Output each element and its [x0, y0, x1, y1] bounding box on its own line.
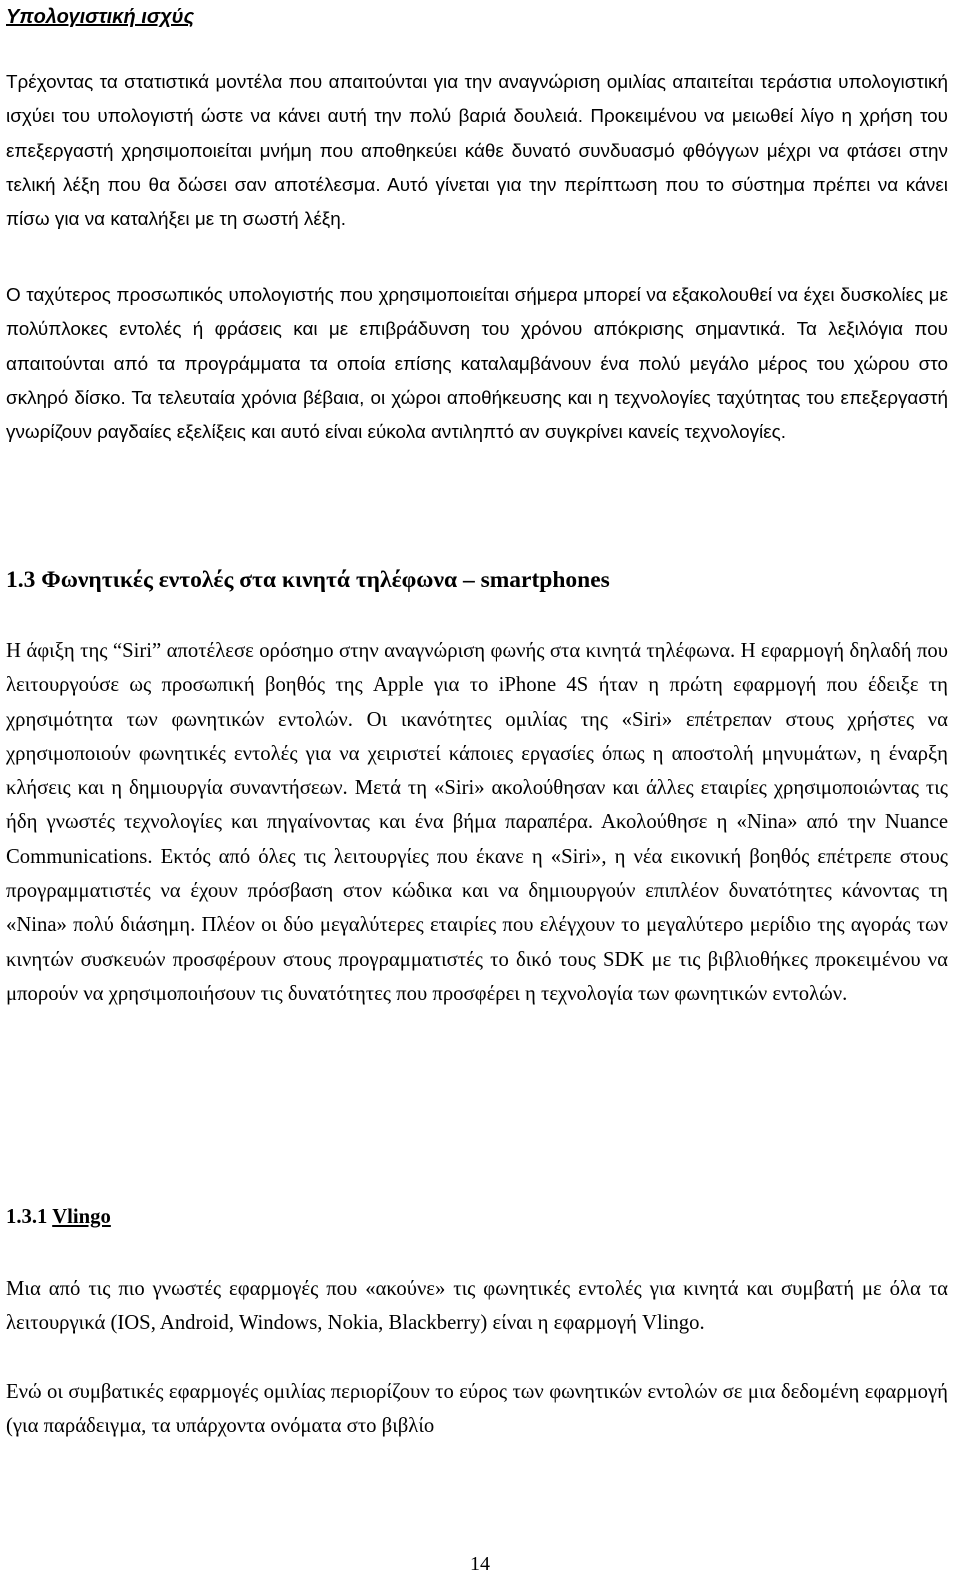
sentence: Προκειμένου να μειωθεί λίγο η χρήση του επεξεργαστή χρησιμοποιείται μνήμη που αποθηκεύει κάθε δυνατό συνδυασμό φθόγγων μέχρι να φτάσει στην τελική λέξη που θα δώσει σαν αποτέλεσμα. — [6, 106, 948, 196]
sentence: Οι ικανότητες ομιλίας της «Siri» επέτρεπαν στους χρήστες να χρησιμοποιούν φωνητικές εντολές για να χειριστεί κάποιες εργασίες όπως η αποστολή μηνυμάτων, η έναρξη κλήσεις και η δημιουργία συναντήσεων. — [6, 708, 949, 800]
sentence: Τα λεξιλόγια που απαιτούνται από τα προγράμματα τα οποία επίσης καταλαμβάνουν ένα πολύ μεγάλο μέρος του χώρου στο σκληρό δίσκο. — [6, 319, 948, 409]
sentence: Ο ταχύτερος προσωπικός υπολογιστής που χρησιμοποιείται σήμερα μπορεί να εξακολουθεί να έχει δυσκολίες με πολύπλοκες εντολές ή φράσεις και με επιβράδυνση του χρόνου απόκρισης σημαντικά. — [6, 285, 948, 341]
siri-paragraph — [6, 634, 948, 1011]
sentence: Εκτός από όλες τις λειτουργίες που έκανε η «Siri», η νέα εικονική βοηθός επέτρεπε στους προγραμματιστές να έχουν πρόσβαση στον κώδικα και να δημιουργούν επιπλέον δυνατότητες κάνοντας τη «Nina» πολύ διάσημη. — [6, 845, 949, 937]
sentence: Πλέον οι δύο μεγαλύτερες εταιρίες που ελέγχουν το μεγαλύτερο μερίδιο της αγοράς των κινητών συσκευών προσφέρουν στους προγραμματιστές το δικό τους SDK με τις βιβλιοθήκες προκειμένου να μπορούν να χρησιμοποιήσουν τις δυνατότητες που προσφέρει η τεχνολογία των φωνητικών εντολών. — [6, 914, 948, 1005]
sentence: Τρέχοντας τα στατιστικά μοντέλα που απαιτούνται για την αναγνώριση ομιλίας απαιτείται τεράστια υπολογιστική ισχύει του υπολογιστή ώστε να κάνει αυτή την πολύ βαριά δουλειά. — [6, 72, 948, 128]
heading-1-3-1 — [6, 1200, 948, 1234]
hardware-paragraph — [6, 279, 948, 450]
vlingo-paragraph-1: Μια από τις πιο γνωστές εφαρμογές που «ακούνε» τις φωνητικές εντολές για κινητά και συμβατή με όλα τα λειτουργικά (IOS, Android, Windows, Nokia, Blackberry) είναι η εφαρμογή Vlingo. — [6, 1278, 948, 1335]
sentence: Η άφιξη της “Siri” αποτέλεσε ορόσημο στην αναγνώριση φωνής στα κινητά τηλέφωνα. — [6, 640, 736, 662]
sentence: Ακολούθησε η «Nina» από την Nuance Communications. — [6, 811, 949, 868]
heading-1-3: 1.3 Φωνητικές εντολές στα κινητά τηλέφωνα – smartphones — [6, 567, 610, 593]
sentence: Αυτό γίνεται για την περίπτωση που το σύστημα πρέπει να κάνει πίσω για να καταλήξει με τη σωστή λέξη. — [6, 174, 948, 231]
sentence: Μετά τη «Siri» ακολούθησαν και άλλες εταιρίες χρησιμοποιώντας τις ήδη γνωστές τεχνολογίες και πηγαίνοντας και ένα βήμα παραπέρα. — [6, 777, 948, 834]
section-title: Υπολογιστική ισχύς — [6, 6, 195, 28]
heading-number: 1.3.1 — [6, 1206, 48, 1228]
sentence: Η εφαρμογή δηλαδή που λειτουργούσε ως προσωπική βοηθός της Apple για το iPhone 4S ήταν η πρώτη εφαρμογή που έδειξε τη χρησιμότητα των φωνητικών εντολών. — [6, 640, 948, 731]
page-number: 14 — [470, 1553, 490, 1575]
heading-title: Vlingo — [52, 1206, 111, 1228]
vlingo-paragraph-2: Ενώ οι συμβατικές εφαρμογές ομιλίας περιορίζουν το εύρος των φωνητικών εντολών σε μια δεδομένη εφαρμογή (για παράδειγμα, τα υπάρχοντα ονόματα στο βιβλίο — [6, 1381, 948, 1438]
sentence: Τα τελευταία χρόνια βέβαια, οι χώροι αποθήκευσης και η τεχνολογίες ταχύτητας του επεξεργαστή γνωρίζουν ραγδαίες εξελίξεις και αυτό είναι εύκολα αντιληπτό αν συγκρίνει κανείς τεχνολογίες. — [6, 387, 948, 444]
computing-power-paragraph — [6, 66, 948, 237]
